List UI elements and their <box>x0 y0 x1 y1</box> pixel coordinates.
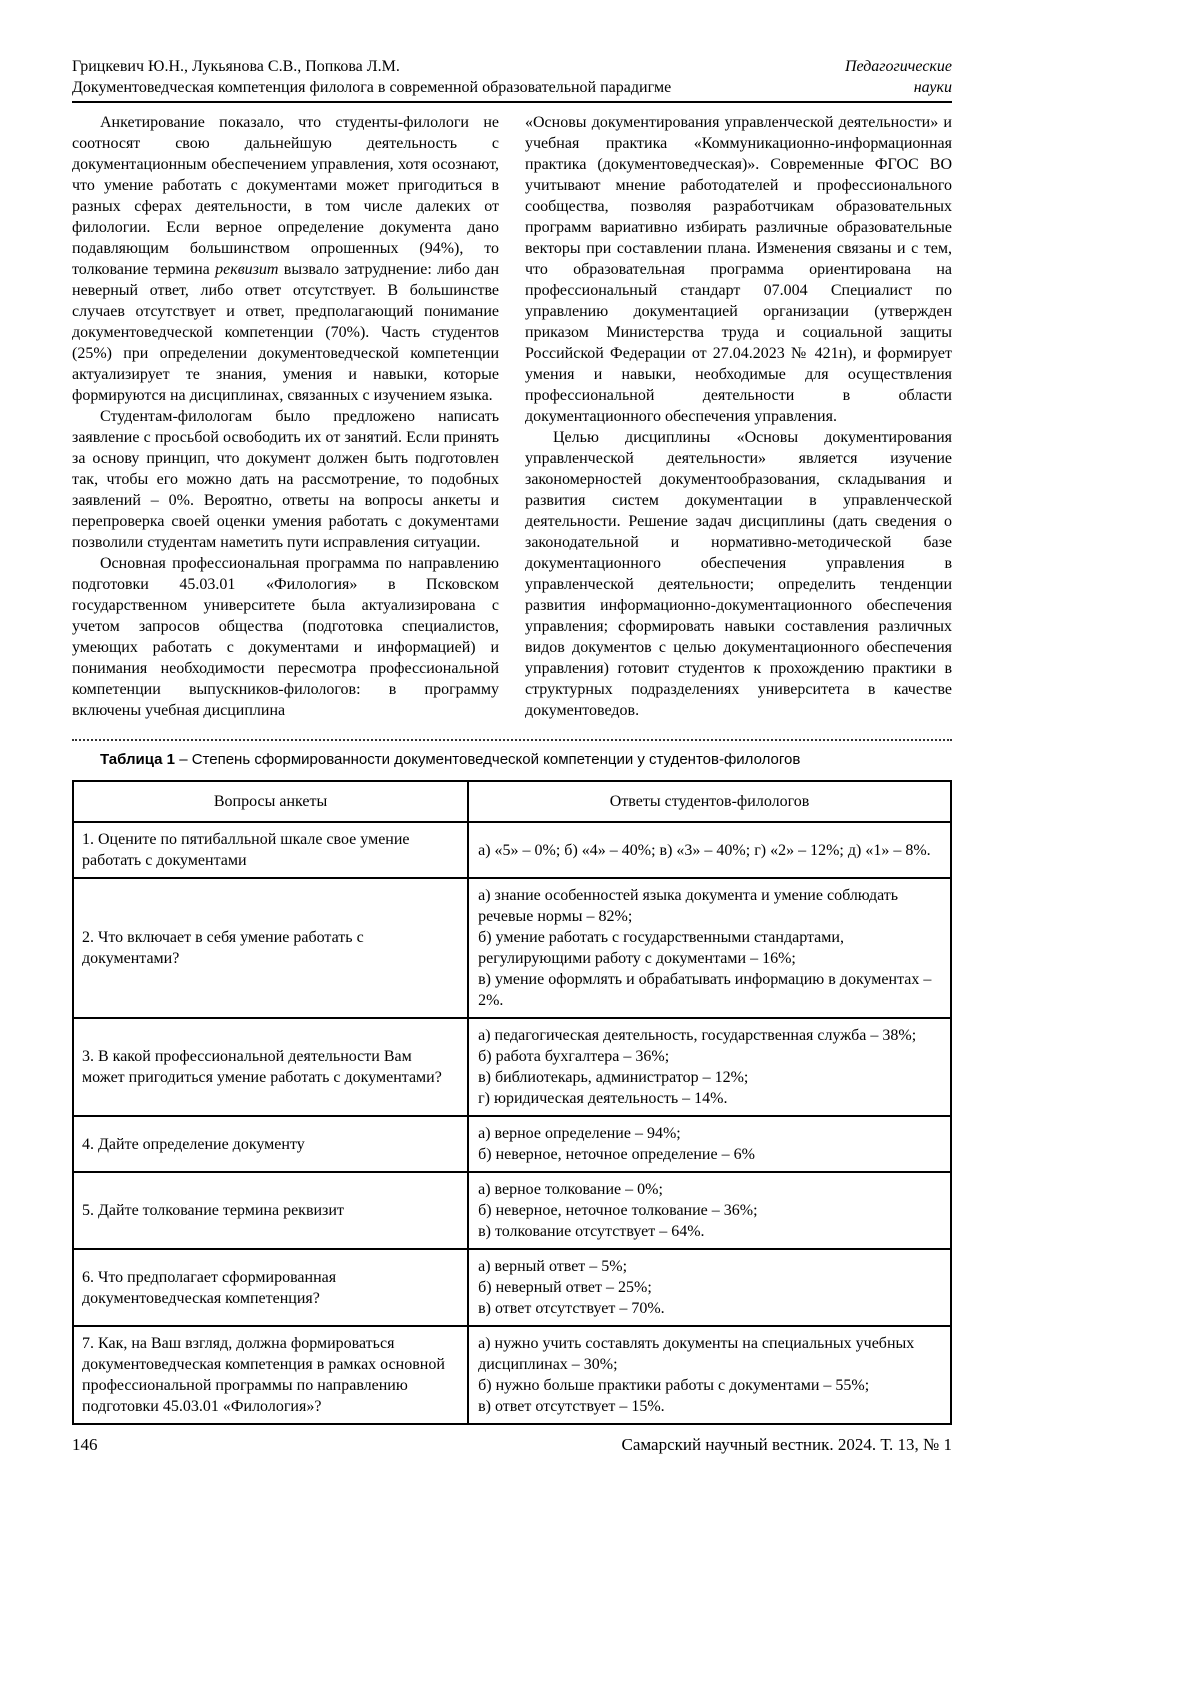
answer-line: в) толкование отсутствует – 64%. <box>478 1223 705 1240</box>
answer-line: б) нужно больше практики работы с документами – 55%; <box>478 1377 870 1394</box>
answer-cell <box>468 1249 951 1326</box>
table-row <box>73 1249 951 1326</box>
question-cell: 5. Дайте толкование термина реквизит <box>73 1172 468 1249</box>
page-number: 146 <box>72 1435 98 1454</box>
answer-line: б) неверное, неточное определение – 6% <box>478 1146 755 1163</box>
answer-line: б) неверное, неточное толкование – 36%; <box>478 1202 758 1219</box>
table-row <box>73 822 951 878</box>
answer-cell <box>468 1116 951 1172</box>
table-caption <box>100 750 952 770</box>
table-row <box>73 1018 951 1116</box>
header-section-bottom: науки <box>913 79 952 96</box>
answer-line: а) верный ответ – 5%; <box>478 1258 628 1275</box>
table-header-row <box>73 781 951 822</box>
question-cell: 6. Что предполагает сформированная документоведческая компетенция? <box>73 1249 468 1326</box>
question-cell: 1. Оцените по пятибалльной шкале свое умение работать с документами <box>73 822 468 878</box>
journal-title: Самарский научный вестник. 2024. Т. 13, № 1 <box>621 1435 952 1454</box>
text-run: Студентам-филологам было предложено написать заявление с просьбой освободить их от занятий. Если принять за основу принцип, что документ должен быть подготовлен так, чтобы его можно дать на рассмотрение, то подобных заявлений – 0%. Вероятно, ответы на вопросы анкеты и перепроверка своей оценки умения работать с документами позволили студентам наметить пути исправления ситуации. <box>72 408 499 551</box>
answer-line: в) ответ отсутствует – 70%. <box>478 1300 665 1317</box>
paragraph <box>72 553 499 721</box>
page-footer <box>72 1434 952 1456</box>
paragraph <box>72 112 499 406</box>
header-row-top <box>72 56 952 77</box>
question-cell: 2. Что включает в себя умение работать с документами? <box>73 878 468 1018</box>
answer-cell <box>468 1172 951 1249</box>
answer-line: б) неверный ответ – 25%; <box>478 1279 652 1296</box>
page-header <box>72 56 952 103</box>
question-column-header: Вопросы анкеты <box>73 781 468 822</box>
table-row <box>73 878 951 1018</box>
left-column <box>72 112 499 721</box>
answer-line: а) нужно учить составлять документы на специальных учебных дисциплинах – 30%; <box>478 1335 915 1373</box>
results-table <box>72 780 952 1425</box>
header-article-title: Документоведческая компетенция филолога в современной образовательной парадигме <box>72 79 672 96</box>
question-cell: 7. Как, на Ваш взгляд, должна формироваться документоведческая компетенция в рамках основной профессиональной программы по направлению подготовки 45.03.01 «Филология»? <box>73 1326 468 1424</box>
text-run: Основная профессиональная программа по направлению подготовки 45.03.01 «Филология» в Псковском государственном университете была актуализирована с учетом запросов общества (подготовка специалистов, умеющих работать с документами и информацией) и понимания необходимости пересмотра профессиональной компетенции выпускников-филологов: в программу включены учебная дисциплина <box>72 555 499 719</box>
answer-line: б) умение работать с государственными стандартами, регулирующими работу с документами – 16%; <box>478 929 844 967</box>
answer-line: а) «5» – 0%; б) «4» – 40%; в) «3» – 40%; г) «2» – 12%; д) «1» – 8%. <box>478 841 931 859</box>
text-run: «Основы документирования управленческой деятельности» и учебная практика «Коммуникационно-информационная практика (документоведческая)». Современные ФГОС ВО учитывают мнение работодателей и профессионального сообщества, позволяя разработчикам образовательных программ вариативно избирать различные образовательные векторы при составлении плана. Изменения связаны и с тем, что образовательная программа ориентирована на профессиональный стандарт 07.004 Специалист по управлению документацией организации (утвержден приказом Министерства труда и социальной защиты Российской Федерации от 27.04.2023 № 421н), и формирует умения и навыки, необходимые для осуществления профессиональной деятельности в области документационного обеспечения управления. <box>525 114 952 425</box>
table-row <box>73 1326 951 1424</box>
paragraph <box>525 427 952 721</box>
answer-line: а) педагогическая деятельность, государственная служба – 38%; <box>478 1027 917 1044</box>
header-row-bottom <box>72 77 952 98</box>
answer-cell <box>468 822 951 878</box>
answer-line: в) ответ отсутствует – 15%. <box>478 1398 665 1415</box>
text-run: Целью дисциплины «Основы документирования управленческой деятельности» является изучение закономерностей документообразования, складывания и развития систем документации в управленческой деятельности. Решение задач дисциплины (дать сведения о законодательной и нормативно-методической базе документационного обеспечения управления в управленческой деятельности; определить тенденции развития информационно-документационного обеспечения управления; сформировать навыки составления различных видов документов с целью документационного обеспечения управления) готовит студентов к прохождению практики в структурных подразделениях университета в качестве документоведов. <box>525 429 952 719</box>
right-column <box>525 112 952 721</box>
table-caption-label: Таблица 1 <box>100 751 176 768</box>
answer-cell <box>468 1326 951 1424</box>
header-section-top: Педагогические <box>844 58 952 75</box>
answer-line: б) работа бухгалтера – 36%; <box>478 1048 670 1065</box>
italic-term: реквизит <box>215 261 279 278</box>
answer-cell <box>468 878 951 1018</box>
text-run: вызвало затруднение: либо дан неверный ответ, либо ответ отсутствует. В большинстве случаев отсутствует и ответ, предполагающий понимание документоведческой компетенции (70%). Часть студентов (25%) при определении документоведческой компетенции актуализирует те знания, умения и навыки, которые формируются на дисциплинах, связанных с изучением языка. <box>72 261 500 404</box>
table-caption-text: – Степень сформированности документоведческой компетенции у студентов-филологов <box>175 751 801 768</box>
answers-column-header: Ответы студентов-филологов <box>468 781 951 822</box>
table-separator-line <box>72 739 952 741</box>
answer-line: в) умение оформлять и обрабатывать информацию в документах – 2%. <box>478 971 932 1009</box>
text-run: Анкетирование показало, что студенты-филологи не соотносят свою дальнейшую деятельность с документационным обеспечением управления, хотя осознают, что умение работать с документами может пригодиться в разных сферах деятельности, в том числе далеких от филологии. Если верное определение документа дано подавляющим большинством опрошенных (94%), то толкование термина <box>72 114 499 278</box>
question-cell: 4. Дайте определение документу <box>73 1116 468 1172</box>
answer-line: а) верное толкование – 0%; <box>478 1181 663 1198</box>
paragraph <box>525 112 952 427</box>
table-row <box>73 1172 951 1249</box>
paragraph <box>72 406 499 553</box>
table-row <box>73 1116 951 1172</box>
answer-cell <box>468 1018 951 1116</box>
question-cell: 3. В какой профессиональной деятельности Вам может пригодиться умение работать с документами? <box>73 1018 468 1116</box>
answer-line: а) знание особенностей языка документа и умение соблюдать речевые нормы – 82%; <box>478 887 899 925</box>
header-authors: Грицкевич Ю.Н., Лукьянова С.В., Попкова Л.М. <box>72 58 400 75</box>
answer-line: а) верное определение – 94%; <box>478 1125 681 1142</box>
answer-line: г) юридическая деятельность – 14%. <box>478 1090 728 1107</box>
answer-line: в) библиотекарь, администратор – 12%; <box>478 1069 749 1086</box>
article-body <box>72 112 952 721</box>
header-rule <box>72 101 952 103</box>
